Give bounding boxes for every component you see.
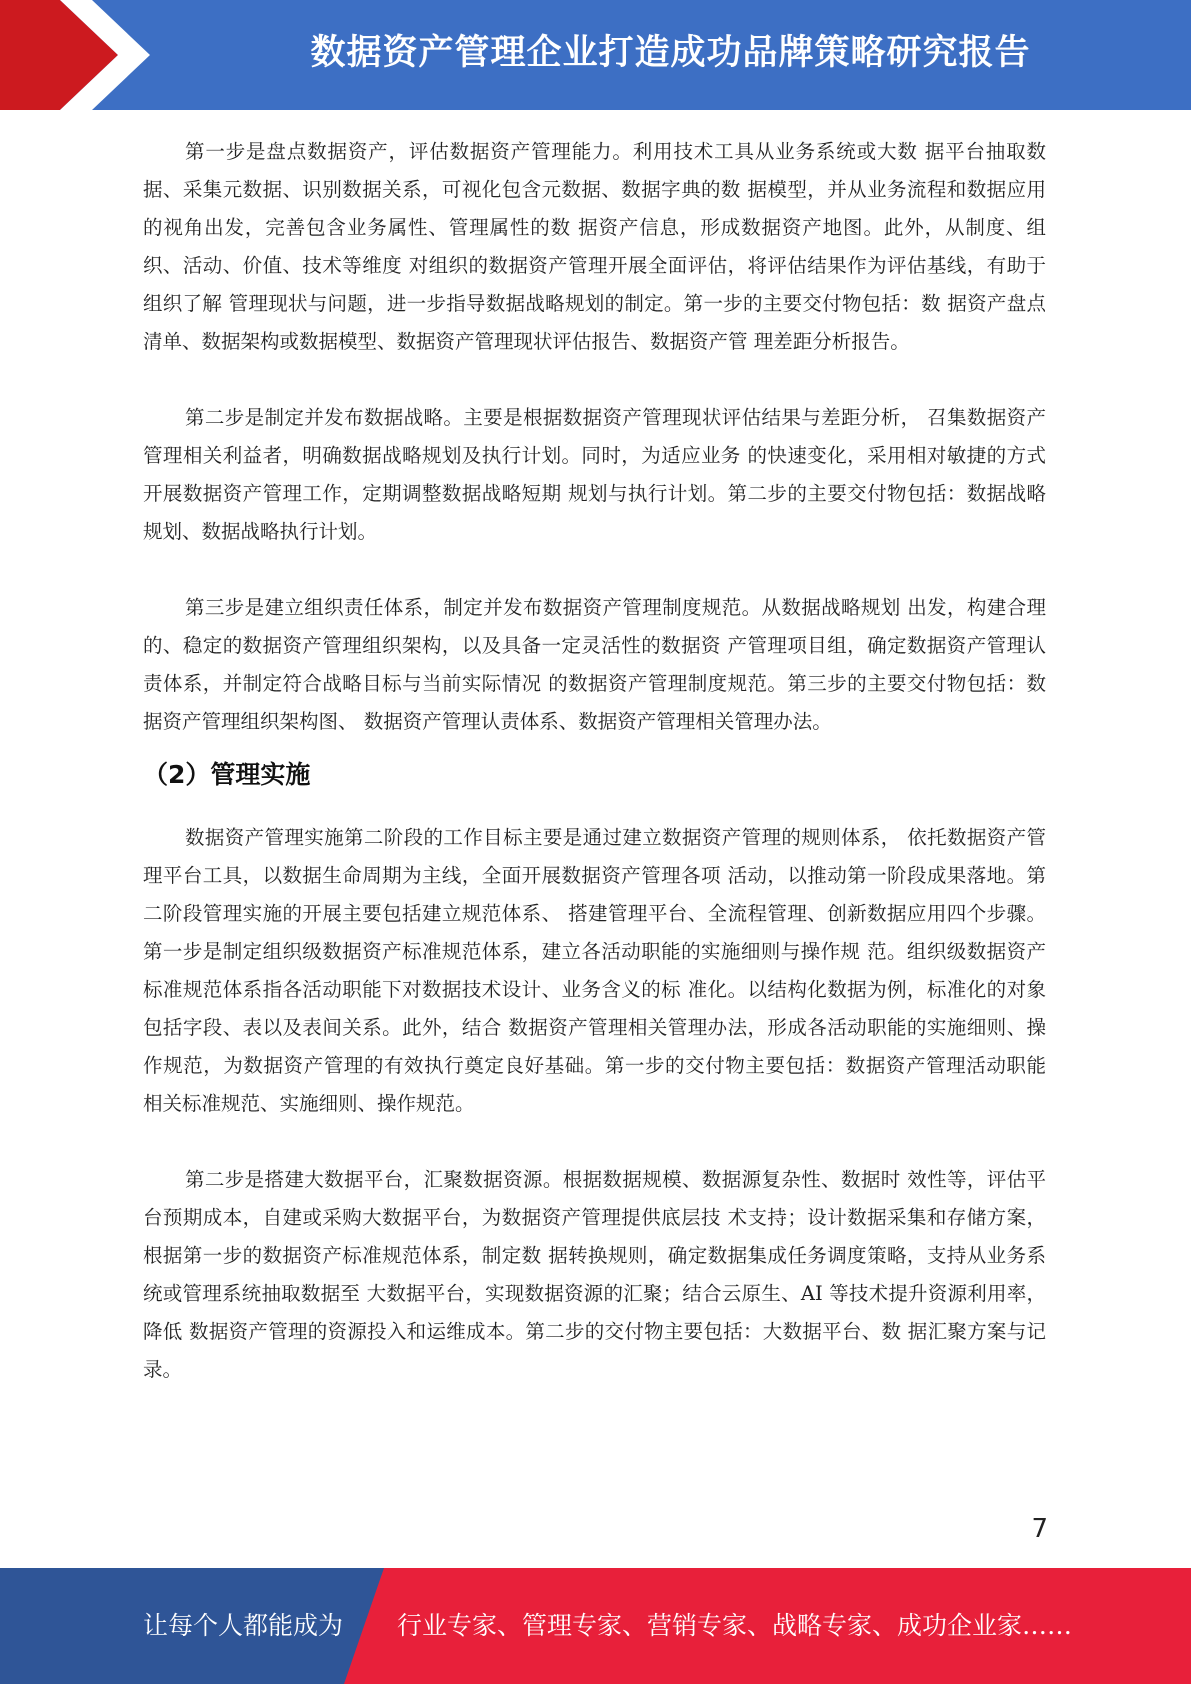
- document-title: 数据资产管理企业打造成功品牌策略研究报告: [310, 33, 1031, 73]
- footer-slogan-left: 让每个人都能成为: [143, 1611, 344, 1640]
- paragraph-step-3: 第三步是建立组织责任体系，制定并发布数据资产管理制度规范。从数据战略规划 出发，构建合理的、稳定的数据资产管理组织架构，以及具备一定灵活性的数据资 产管理项目组，确定数据资产管理认责体系，并制定符合战略目标与当前实际情况 的数据资产管理制度规范。第三步的主要交付物包括：数据资产管理组织架构图、 数据资产管理认责体系、数据资产管理相关管理办法。: [143, 596, 1046, 733]
- paragraph-step-1: 第一步是盘点数据资产，评估数据资产管理能力。利用技术工具从业务系统或大数 据平台抽取数据、采集元数据、识别数据关系，可视化包含元数据、数据字典的数 据模型，并从业务流程和数据应用的视角出发，完善包含业务属性、管理属性的数 据资产信息，形成数据资产地图。此外，从制度、组织、活动、价值、技术等维度 对组织的数据资产管理开展全面评估，将评估结果作为评估基线，有助于组织了解 管理现状与问题，进一步指导数据战略规划的制定。第一步的主要交付物包括：数 据资产盘点清单、数据架构或数据模型、数据资产管理现状评估报告、数据资产管 理差距分析报告。: [143, 140, 1046, 353]
- paragraph-implementation-step-2: 第二步是搭建大数据平台，汇聚数据资源。根据数据规模、数据源复杂性、数据时 效性等，评估平台预期成本，自建或采购大数据平台，为数据资产管理提供底层技 术支持；设计数据采集和存储方案，根据第一步的数据资产标准规范体系，制定数 据转换规则，确定数据集成任务调度策略，支持从业务系统或管理系统抽取数据至 大数据平台，实现数据资源的汇聚；结合云原生、AI 等技术提升资源利用率，降低 数据资产管理的资源投入和运维成本。第二步的交付物主要包括：大数据平台、数 据汇聚方案与记录。: [143, 1168, 1046, 1381]
- page-footer: [0, 1568, 1191, 1684]
- page-header: [0, 0, 1191, 110]
- paragraph-step-2: 第二步是制定并发布数据战略。主要是根据数据资产管理现状评估结果与差距分析， 召集数据资产管理相关利益者，明确数据战略规划及执行计划。同时，为适应业务 的快速变化，采用相对敏捷的方式开展数据资产管理工作，定期调整数据战略短期 规划与执行计划。第二步的主要交付物包括：数据战略规划、数据战略执行计划。: [143, 406, 1046, 543]
- section-heading: （2）管理实施: [143, 760, 311, 789]
- document-body: [143, 133, 1046, 1389]
- paragraph-implementation-overview: 数据资产管理实施第二阶段的工作目标主要是通过建立数据资产管理的规则体系， 依托数据资产管理平台工具，以数据生命周期为主线，全面开展数据资产管理各项 活动，以推动第一阶段成果落地。第二阶段管理实施的开展主要包括建立规范体系、 搭建管理平台、全流程管理、创新数据应用四个步骤。 第一步是制定组织级数据资产标准规范体系，建立各活动职能的实施细则与操作规 范。组织级数据资产标准规范体系指各活动职能下对数据技术设计、业务含义的标 准化。以结构化数据为例，标准化的对象包括字段、表以及表间关系。此外，结合 数据资产管理相关管理办法，形成各活动职能的实施细则、操作规范，为数据资产管理的有效执行奠定良好基础。第一步的交付物主要包括：数据资产管理活动职能 相关标准规范、实施细则、操作规范。: [143, 826, 1046, 1115]
- footer-slogan-right: 行业专家、管理专家、营销专家、战略专家、成功企业家……: [397, 1611, 1073, 1640]
- page-number: 7: [1031, 1514, 1048, 1544]
